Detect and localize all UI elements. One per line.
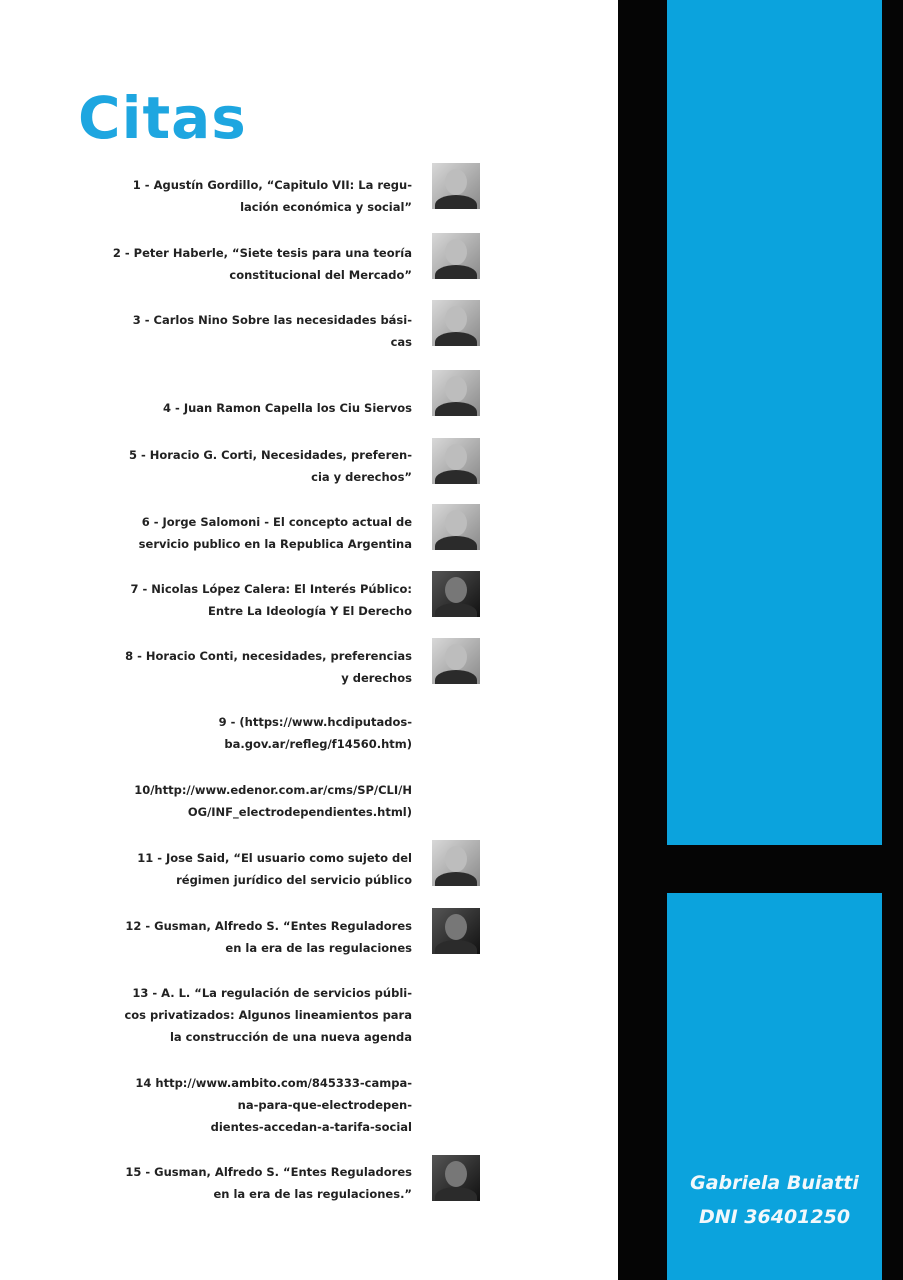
citation-line: 10/http://www.edenor.com.ar/cms/SP/CLI/H xyxy=(134,783,412,797)
portrait-body xyxy=(435,1187,477,1201)
author-portrait xyxy=(432,571,480,617)
citation-line: ba.gov.ar/refleg/f14560.htm) xyxy=(224,737,412,751)
frame-left-bar xyxy=(618,0,667,1280)
author-portrait xyxy=(432,163,480,209)
frame-cross-bar xyxy=(618,845,903,893)
author-portrait xyxy=(432,908,480,954)
citation-9 xyxy=(12,711,412,755)
portrait-head xyxy=(445,914,467,940)
portrait-body xyxy=(435,536,477,550)
portrait-body xyxy=(435,195,477,209)
citation-line: 4 - Juan Ramon Capella los Ciu Siervos xyxy=(163,401,412,415)
citation-11 xyxy=(12,847,412,891)
frame-right-bar xyxy=(882,0,903,1280)
portrait-head xyxy=(445,376,467,402)
portrait-head xyxy=(445,846,467,872)
citation-line: 11 - Jose Said, “El usuario como sujeto del xyxy=(137,851,412,865)
portrait-head xyxy=(445,577,467,603)
citation-line: 1 - Agustín Gordillo, “Capitulo VII: La regu- xyxy=(132,178,412,192)
citation-line: la construcción de una nueva agenda xyxy=(169,1030,412,1044)
author-dni: DNI 36401250 xyxy=(698,1206,851,1228)
citation-line: 6 - Jorge Salomoni - El concepto actual de xyxy=(141,515,412,529)
citation-line: 7 - Nicolas López Calera: El Interés Público: xyxy=(130,582,412,596)
citation-5 xyxy=(12,444,412,488)
portrait-body xyxy=(435,940,477,954)
portrait-head xyxy=(445,1161,467,1187)
citation-3 xyxy=(12,309,412,353)
citation-line: cos privatizados: Algunos lineamientos para xyxy=(124,1008,412,1022)
portrait-body xyxy=(435,670,477,684)
portrait-head xyxy=(445,444,467,470)
citation-7 xyxy=(12,578,412,622)
citation-line: constitucional del Mercado” xyxy=(229,268,412,282)
author-portrait xyxy=(432,840,480,886)
portrait-body xyxy=(435,470,477,484)
portrait-body xyxy=(435,603,477,617)
portrait-head xyxy=(445,510,467,536)
author-portrait xyxy=(432,1155,480,1201)
citation-1 xyxy=(12,174,412,218)
citation-12 xyxy=(12,915,412,959)
citation-line: dientes-accedan-a-tarifa-social xyxy=(210,1120,412,1134)
portrait-body xyxy=(435,402,477,416)
citation-line: 14 http://www.ambito.com/845333-campa- xyxy=(135,1076,412,1090)
citation-15 xyxy=(12,1161,412,1205)
portrait-head xyxy=(445,306,467,332)
author-name: Gabriela Buiatti xyxy=(690,1172,859,1194)
citation-line: cas xyxy=(390,335,412,349)
author-portrait xyxy=(432,504,480,550)
citation-line: servicio publico en la Republica Argentina xyxy=(138,537,412,551)
portrait-head xyxy=(445,239,467,265)
author-portrait xyxy=(432,300,480,346)
citation-line: Entre La Ideología Y El Derecho xyxy=(208,604,412,618)
author-portrait xyxy=(432,233,480,279)
author-portrait xyxy=(432,638,480,684)
citation-line: 5 - Horacio G. Corti, Necesidades, preferen- xyxy=(128,448,412,462)
citation-4 xyxy=(12,397,412,419)
citation-line: 13 - A. L. “La regulación de servicios públi- xyxy=(132,986,412,1000)
citation-line: y derechos xyxy=(341,671,412,685)
citation-8 xyxy=(12,645,412,689)
portrait-body xyxy=(435,872,477,886)
portrait-body xyxy=(435,332,477,346)
citation-line: 9 - (https://www.hcdiputados- xyxy=(218,715,412,729)
citation-6 xyxy=(12,511,412,555)
blue-panel-top xyxy=(667,0,882,845)
citation-line: 12 - Gusman, Alfredo S. “Entes Reguladores xyxy=(125,919,412,933)
portrait-body xyxy=(435,265,477,279)
citation-line: 8 - Horacio Conti, necesidades, preferencias xyxy=(125,649,412,663)
citation-line: cia y derechos” xyxy=(311,470,412,484)
citation-line: en la era de las regulaciones.” xyxy=(213,1187,412,1201)
citation-10 xyxy=(12,779,412,823)
citation-2 xyxy=(12,242,412,286)
citation-line: OG/INF_electrodependientes.html) xyxy=(187,805,412,819)
author-portrait xyxy=(432,370,480,416)
citation-13 xyxy=(12,982,412,1048)
citation-line: lación económica y social” xyxy=(240,200,412,214)
portrait-head xyxy=(445,644,467,670)
citation-14 xyxy=(12,1072,412,1138)
citation-line: 2 - Peter Haberle, “Siete tesis para una teoría xyxy=(112,246,412,260)
citation-line: en la era de las regulaciones xyxy=(225,941,412,955)
citation-line: régimen jurídico del servicio público xyxy=(176,873,412,887)
citation-line: na-para-que-electrodepen- xyxy=(237,1098,412,1112)
portrait-head xyxy=(445,169,467,195)
citation-line: 3 - Carlos Nino Sobre las necesidades bási- xyxy=(132,313,412,327)
author-portrait xyxy=(432,438,480,484)
citation-line: 15 - Gusman, Alfredo S. “Entes Reguladores xyxy=(125,1165,412,1179)
page-title: Citas xyxy=(78,84,247,152)
